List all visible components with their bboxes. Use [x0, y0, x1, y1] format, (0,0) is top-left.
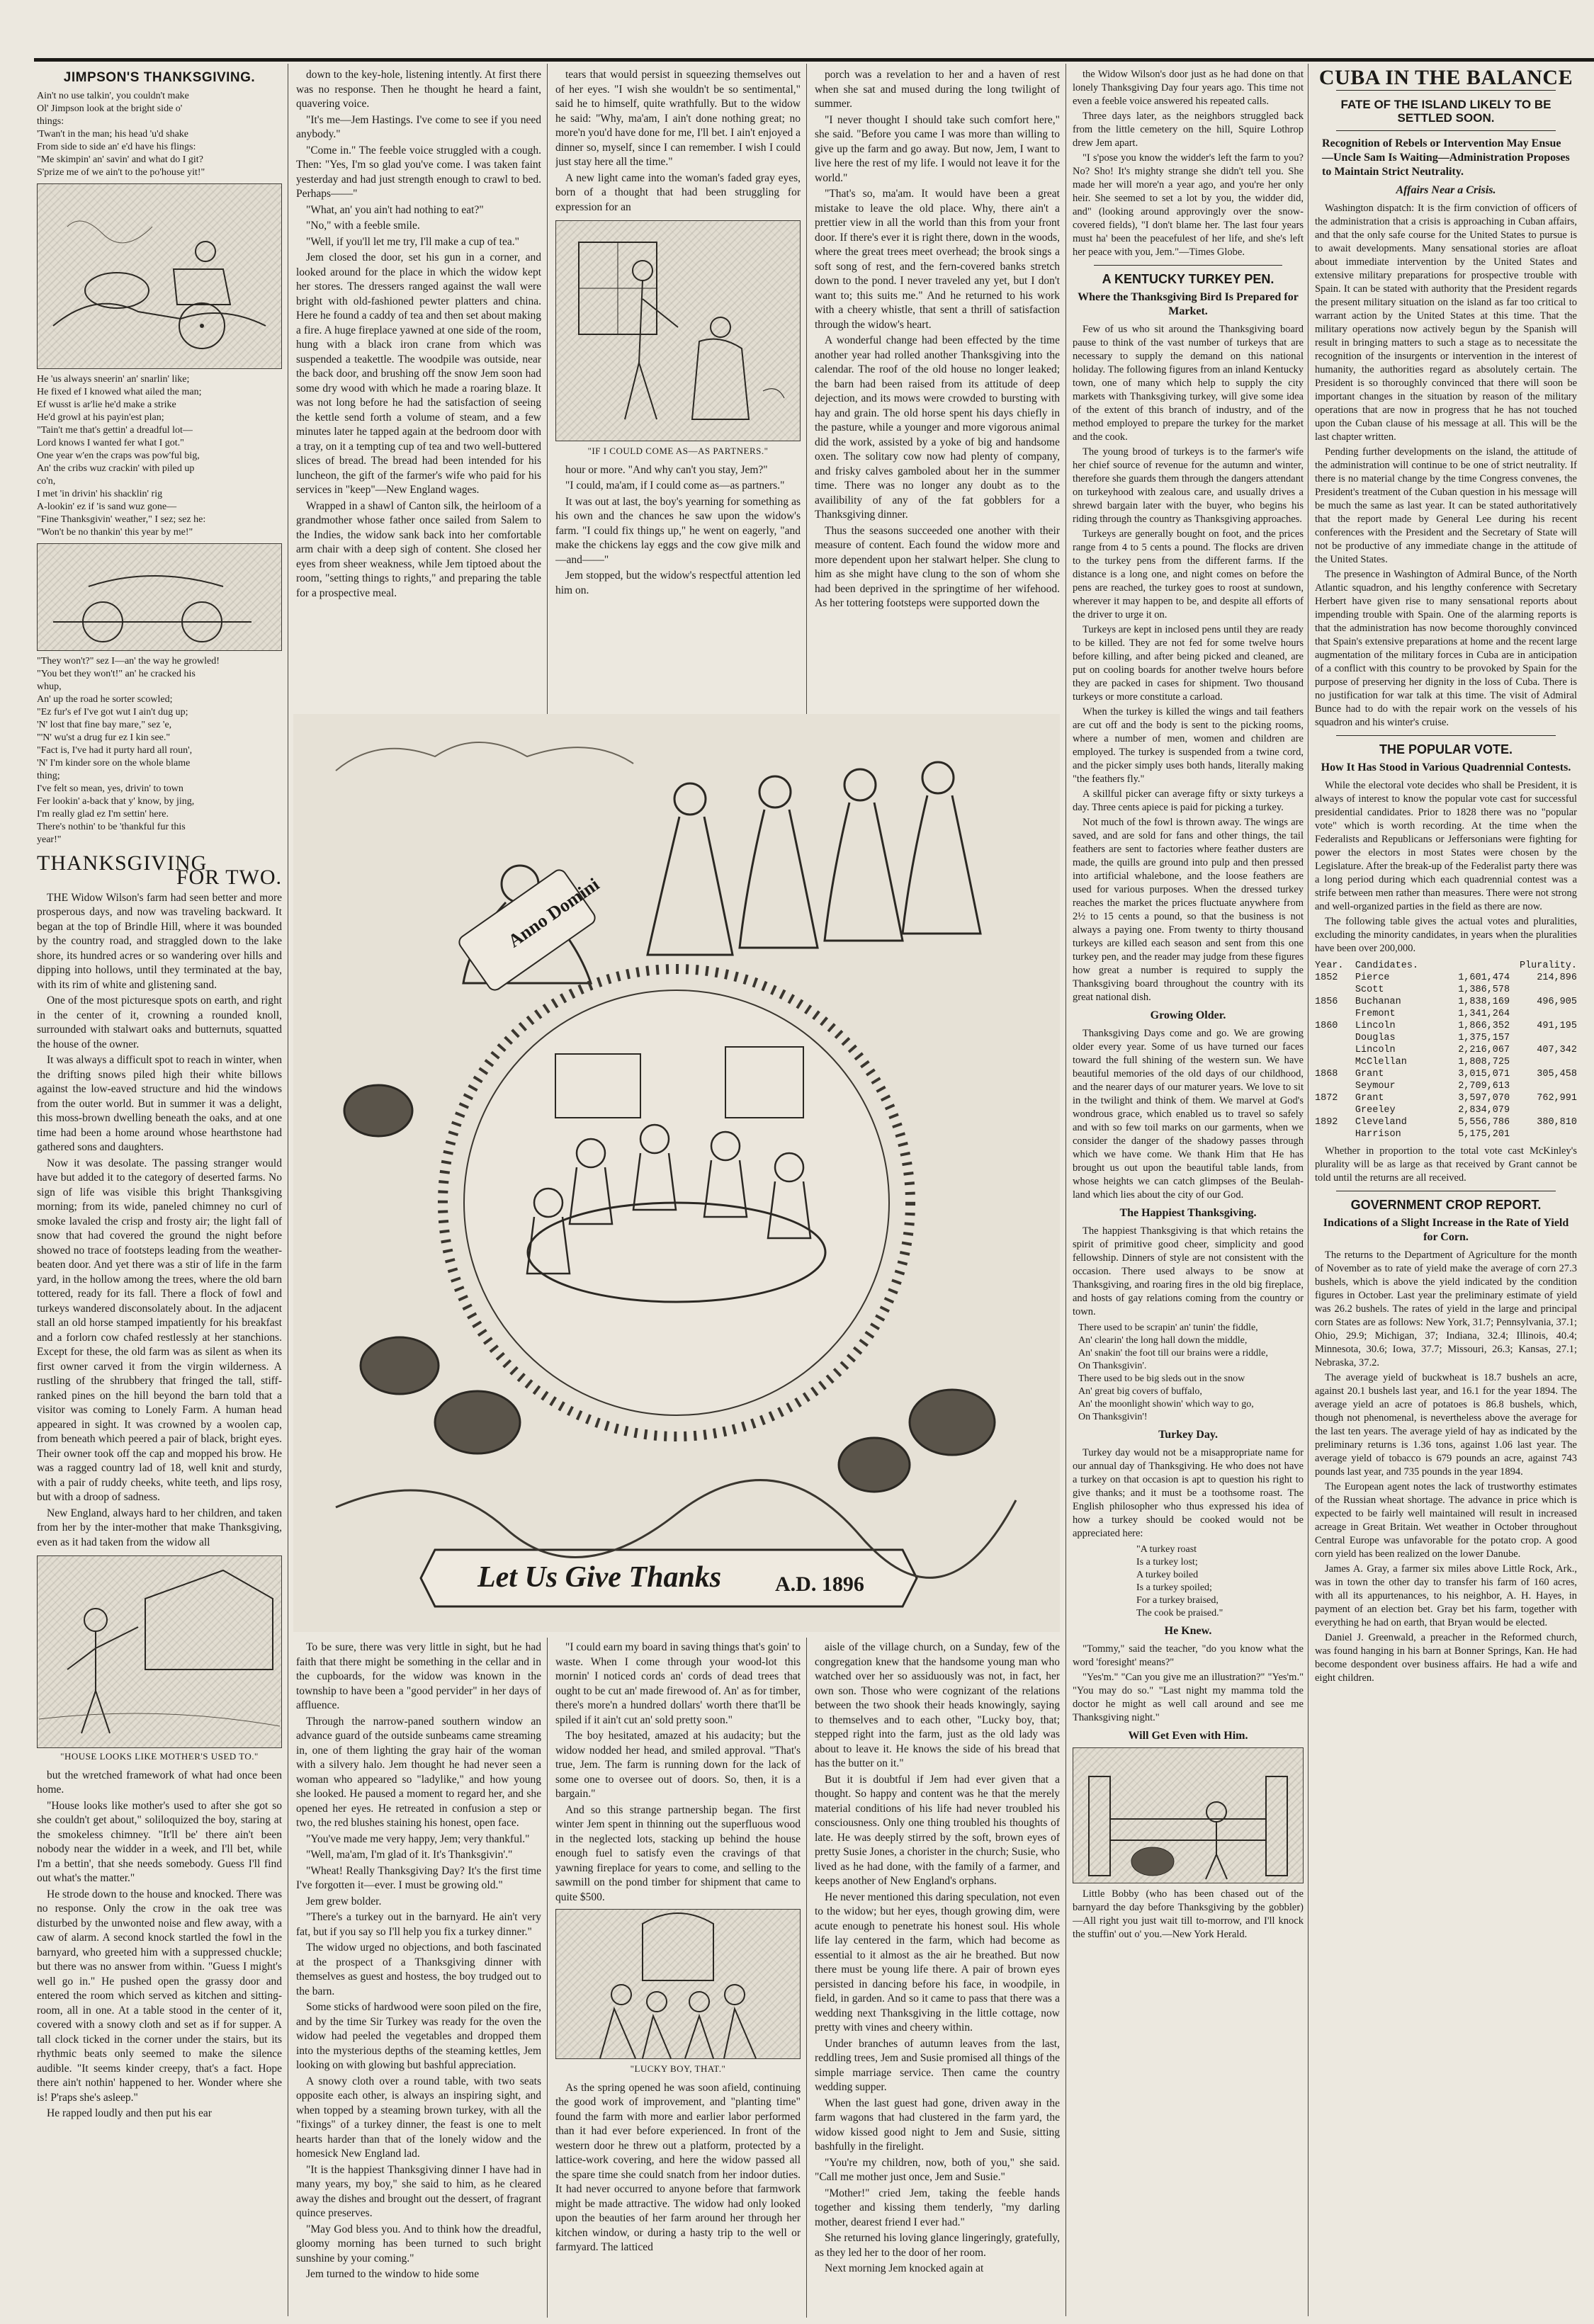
poem-line: An' the cribs wuz crackin' with piled up: [37, 463, 195, 474]
turkey-day-poem: [1136, 1543, 1304, 1620]
section-rule: [1336, 90, 1556, 91]
poem-line: Fer lookin' a-back that y' know, by jing,: [37, 795, 195, 807]
table-cell: Plurality.: [1519, 960, 1577, 971]
paragraph: "It's me—Jem Hastings. I've come to see if you need anybody.": [296, 113, 541, 140]
poem-line: There used to be scrapin' an' tunin' the fiddle,: [1078, 1322, 1258, 1333]
happiest-thanksgiving-title: The Happiest Thanksgiving.: [1119, 1207, 1257, 1219]
poem-line: There's nothin' to be 'thankful fur this: [37, 821, 186, 832]
story-body: [555, 1640, 801, 1905]
paragraph: One of the most picturesque spots on earth, and right in the center of it, crowning a rounded knoll, surrounded with stalwart oaks and butternuts, squatted the house of the owner.: [37, 994, 282, 1050]
paragraph: The presence in Washington of Admiral Bunce, of the North Atlantic squadron, and his lengthy conference with Secretary Herbert have given rise to many sensational reports about impending trouble with Spain. One of the alarming reports is that the administration has now become thoroughly convinced that Spain's extensive preparations at home and the recent large augmentation of the military forces in Cuba are in anticipation of a conflict with this country to be provoked by Spain for the purpose of preserving her dignity in the loss of Cuba. There is no justification for war talk at this time. The visit of Admiral Bunce had to do with the repair work on the vessels of his squadron and his winter's cruise.: [1315, 569, 1577, 728]
paragraph: "I never thought I should take such comfort here," she said. "Before you came I was more than willing to give up the farm and go away. But now, Jem, I want to live here the rest of my life. I would not leave it for the world.": [815, 113, 1060, 184]
boy-gobbler-drawing: [1073, 1748, 1303, 1883]
paragraph: She returned his loving glance lingeringly, gratefully, as they led her to the door of her room.: [815, 2232, 1060, 2259]
poem-line: He'd growl at his payin'est plan;: [37, 412, 164, 423]
poem-line: S'prize me of we ain't to the po'house yit!": [37, 166, 205, 178]
table-cell: Lincoln: [1355, 1045, 1396, 1055]
poem-stanza: [37, 655, 282, 846]
poem-line: A turkey boiled: [1136, 1570, 1199, 1580]
story-body-continued: [37, 1769, 282, 2121]
paragraph: aisle of the village church, on a Sunday, few of the congregation knew that the handsome young man who watched over her so assiduously was not, in fact, her own son. Those who were cognizant of the relations between the two shook their heads knowingly, saying to themselves and to each other, "Lucky boy, that; stepped right into the farm, just as the old lady was about to leave it. He knows the side of his bread that has the butter on it.": [815, 1641, 1060, 1769]
table-cell: [1510, 1008, 1577, 1020]
paragraph: But it is doubtful if Jem had ever given that a thought. So happy and content was he that the merely material conditions of his life had never troubled his consciousness. Only one thing troubled his thoughts of late. He was deeply stirred by the soft, brown eyes of pretty Susie Jones, a chorister in the church; Susie, who lived as he had done, with the family of a farmer, and keeps another of New England's orphans.: [815, 1773, 1060, 1887]
table-cell: Lincoln: [1355, 1021, 1396, 1031]
table-cell: [1315, 1008, 1355, 1020]
table-row: [1315, 1116, 1577, 1128]
paragraph: And so this strange partnership began. The first winter Jem spent in thinning out the superfluous wood in the neglected lots, stacking up behind the house enough fuel to satisfy even the cravings of that yawning fireplace for years to come, and selling to the sawmill on the pond timber for shipment that came to quite $500.: [555, 1803, 801, 1903]
paragraph: Turkeys are generally bought on foot, and the prices range from 4 to 5 cents a pound. The flocks are driven to the turkey pens from the different farms. If the distance is a long one, and night comes on before the pens are reached, the turkey goes to roost at sundown, wherever it may happen to be, and despite all efforts of the driver to urge it on.: [1073, 528, 1304, 620]
table-cell: 1860: [1315, 1021, 1338, 1031]
popular-vote-after: [1315, 1145, 1577, 1185]
turkey-day-body: [1073, 1446, 1304, 1541]
paragraph: hour or more. "And why can't you stay, Jem?": [565, 463, 768, 476]
paragraph: "I could earn my board in saving things that's goin' to waste. When I come through your wood-lot this mornin' I noticed cords an' cords of dead trees that ought to be cut an' made firewood of. An' as for timber, there's more'n a hundred dollars' worth there that'll be spiled if it ain't cut an' sold pretty soon.": [555, 1641, 801, 1726]
story-body-continued: [555, 2081, 801, 2255]
paragraph: It was out at last, the boy's yearning for something as his own and the chances he saw upon the widow's farm. "I could fix things up," he went on eagerly, "and make the chickens lay eggs and the cow give milk and—and——": [555, 495, 801, 566]
poem-line: An' the moonlight showin' which way to go,: [1078, 1399, 1254, 1410]
paragraph: "Mother!" cried Jem, taking the feeble hands together and kissing them tenderly, "my darling mother, dearest friend I ever had.": [815, 2187, 1060, 2228]
crop-report-body: [1315, 1249, 1577, 1685]
paragraph: He never mentioned this daring speculation, not even to the widow; but her eyes, though growing dim, were acute enough to penetrate his honest soul. His whole life lay centered in the farm, which had become as essential to it almost as the air he breathed. But now there must be young life there. A pair of brown eyes persisted in dancing before his face, in woodpile, in field, in garden. And so it came to pass that there was a wedding next Thanksgiving in the little cottage, now pretty with vines and cheery within.: [815, 1891, 1060, 2034]
paragraph: "Come in." The feeble voice struggled with a cough. Then: "Yes, I'm so glad you've come. I was taken faint yesterday and had just strength enough to crawl to bed. Perhaps——": [296, 144, 541, 200]
poem-line: I met 'in drivin' his shacklin' rig: [37, 488, 163, 499]
paragraph: The European agent notes the lack of trustworthy estimates of the Russian wheat shortage. The advance in price which is expected to be fairly well maintained will result in increased acreage in Great Britain. Wet weather in October throughout Central Europe was unfavorable for the potato crop. A good corn yield has been realized on the lower Danube.: [1315, 1481, 1577, 1560]
popular-vote-title: THE POPULAR VOTE.: [1379, 742, 1513, 756]
table-row: [1315, 1008, 1577, 1020]
illustration-boy-house: [37, 1555, 282, 1748]
column-3-upper: [555, 68, 801, 720]
column-rule: [806, 1638, 807, 2318]
table-cell: Fremont: [1355, 1009, 1396, 1019]
column-rule: [806, 64, 807, 737]
table-row: [1315, 1020, 1577, 1032]
poem-line: 'N' I'm kinder sore on the whole blame: [37, 757, 191, 769]
story-body: [296, 1640, 541, 2282]
table-cell: Greeley: [1355, 1105, 1396, 1116]
paragraph: Through the narrow-paned southern window an advance guard of the outside sunbeams came streaming in, one of them lighting the gray hair of the woman with a silvery halo. Jem thought he had never seen a woman who appeared so "ladylike," and how young she looked. He paused a moment to regard her, and she opened her eyes. He retreated in confusion a step or two, the red blushes staining his honest, open face.: [296, 1715, 541, 1829]
poem-line: thing;: [37, 770, 60, 781]
thanksgiving-center-illustration: [293, 714, 1060, 1632]
section-rule: [1336, 735, 1556, 736]
popular-vote-body: [1315, 779, 1577, 956]
poem-line: One year w'en the craps was pow'ful big,: [37, 450, 200, 461]
poem-line: An' clearin' the long hall down the middle,: [1078, 1335, 1248, 1346]
paragraph: Now it was desolate. The passing stranger would have but added it to the category of deserted farms. No sign of life was visible this bright Thanksgiving morning; from its wide, paneled chimney no curl of smoke lavaled the crisp and frosty air; the light fall of snow that had covered the ground the night before showed no trace of footsteps leading from the weather-beaten door. And yet there was a stir of life in the farm yard, in the hollow among the trees, where the old barn tottered, ready for its fall. There a flock of fowl and turkeys wandered disconsolately about. In the adjacent stall an old horse stamped impatiently for his breakfast and a forlorn cow chafed restlessly at her stanchions. Except for these, the old farm was as silent as when its first owner carved it from the virgin wilderness. A rustling of the shrubbery that fringed the tall, stiff-ranked pines on the hill beyond the barn told that a visitor was coming to Lonely Farm. A human head appeared in sight. It was crowned by a woolen cap, from beneath which peered a pair of black, bright eyes. Their owner took off the cap and mopped his brow. He was a ragged country lad of 18, well knit and sturdy, with a pair of ruddy cheeks, white teeth, and lips rosy, but with a droop of sadness.: [37, 1157, 282, 1503]
table-cell: 1,375,157: [1458, 1033, 1510, 1043]
paragraph: A wonderful change had been effected by the time another year had rolled another Thanksgiving into the calendar. The roof of the old house no longer leaked; the barn had been raised from its attitude of deep dejection, and its mows were crowded to bursting with hay and grain. The old horse spent his days chiefly in the pasture, while a younger and more vigorous animal did the work, assisted by a yoke of big and handsome oxen. The solitary cow now had plenty of company, and frisky calves gamboled about her in the summer time. There was no longer any doubt as to the availibility of any of the fat gobblers for a Thanksgiving dinner.: [815, 334, 1060, 521]
table-cell: 491,195: [1537, 1021, 1577, 1031]
table-cell: Seymour: [1355, 1081, 1396, 1092]
illustration-horse-buggy: [37, 183, 282, 369]
poem-line: There used to be big sleds out in the snow: [1078, 1373, 1245, 1384]
poem-line: "Tain't me that's gettin' a dreadful lot—: [37, 424, 193, 436]
paragraph: tears that would persist in squeezing themselves out of her eyes. "I wish she wouldn't be so sentimental," said he to himself, quite wrathfully. But to the widow he said: "Why, ma'am, I ain't done nothing great; no more'n you'd have done for me, I'll bet. I ain't enjoyed a dinner so, myself, since I can remember. I wish I could just stay here all the time.": [555, 69, 801, 168]
cuba-deck: Recognition of Rebels or Intervention May Ensue—Uncle Sam Is Waiting—Administration Proposes to Maintain Strict Neutrality.: [1322, 137, 1570, 178]
poem-line: "A turkey roast: [1136, 1544, 1197, 1555]
paragraph: "Wheat! Really Thanksgiving Day? It's the first time I've forgotten it—ever. I must be growing old.": [296, 1864, 541, 1891]
paragraph: "There's a turkey out in the barnyard. He ain't very fat, but if you say so I'll help you fix a turkey dinner.": [296, 1911, 541, 1938]
table-cell: Buchanan: [1355, 997, 1401, 1007]
paragraph: Jem stopped, but the widow's respectful attention led him on.: [555, 569, 801, 596]
paragraph: A snowy cloth over a round table, with two seats opposite each other, is always an inspiring sight, and when topped by a steaming brown turkey, with all the "fixings" of a turkey dinner, the feast is one to melt hearts harder than that of the lonely widow and the homesick New England lad.: [296, 2075, 541, 2160]
table-cell: 1856: [1315, 997, 1338, 1007]
table-cell: 305,458: [1537, 1069, 1577, 1079]
table-cell: 762,991: [1537, 1093, 1577, 1104]
boy-house-drawing: [38, 1556, 281, 1747]
table-cell: Scott: [1355, 985, 1384, 995]
poem-line: On Thanksgivin'.: [1078, 1361, 1147, 1371]
paragraph: Turkeys are kept in inclosed pens until they are ready to be killed. They are not fed for some twelve hours before killing, and after being picked and cleaned, are put on cooling boards for another twelve hours before they are packed in cases for shipment. Two thousand turkeys or more constitute a carload.: [1073, 624, 1304, 703]
table-cell: Year.: [1315, 960, 1344, 971]
paragraph: It was always a difficult spot to reach in winter, when the drifting snows piled high their white billows against the low-eaved structure and hid the windows from the outer world. But in summer it was a delight, this moss-brown dwelling beneath the oaks, and at one time had been a home around whose hearthstone had gathered sons and daughters.: [37, 1054, 282, 1153]
poem-stanza: [37, 373, 282, 539]
column-4-upper: [815, 68, 1060, 720]
table-row: [1315, 1104, 1577, 1116]
table-cell: [1436, 960, 1510, 972]
paragraph: Whether in proportion to the total vote cast McKinley's plurality will be as large as that received by Grant cannot be told until the returns are all received.: [1315, 1145, 1577, 1184]
column-2-lower: [296, 1640, 541, 2318]
poem-line: "'N' wu'st a drug fur ez I kin see.": [37, 732, 171, 743]
paragraph: Thus the seasons succeeded one another with their measure of content. Each found the widow more and more dependent upon her stalwart helper. She clung to him as she might have clung to the son of whom she had been deprived in the springtime of her wifehood. As her tottering footsteps were supported down the: [815, 524, 1060, 609]
paragraph: He strode down to the house and knocked. There was no response. Only the crow in the oak tree was disturbed by the unwonted noise and flew away, with a caw of alarm. A second knock startled the fowl in the barnyard, who greeted him with a suppressed chuckle; but there was no answer from within. "Guess I might's well go in." He pushed open the grassy door and entered the room which served as kitchen and sitting-room, all in one. At a table stood in the center of it, covered with a snowy cloth and set as if for supper. A tall clock ticked in the corner under the stairs, but its rhythmic beats only seemed to make the silence audible. "It seems kinder creepy, that's a fact. Hope there ain't nothin' happened to her. Wonder where she is! P'raps she's asleep.": [37, 1888, 282, 2104]
table-cell: 1,808,725: [1458, 1057, 1510, 1067]
poem-line: An' up the road he sorter scowled;: [37, 693, 173, 705]
crop-report-title: GOVERNMENT CROP REPORT.: [1350, 1198, 1542, 1212]
table-cell: 3,597,070: [1458, 1093, 1510, 1104]
column-rule: [547, 64, 548, 737]
paragraph: THE Widow Wilson's farm had seen better and more prosperous days, and now was traveling backward. It began at the top of Brindle Hill, where it was bounded by the country road, and straggled down to the lake shore, its hundred acres or so wandering over hills and dipping into hollows, until they terminated at the bay, with its rim of white and glistening sand.: [37, 891, 282, 991]
column-4-lower: [815, 1640, 1060, 2318]
poem-line: Ain't no use talkin', you couldn't make: [37, 90, 189, 101]
paragraph: Next morning Jem knocked again at: [825, 2262, 984, 2274]
table-cell: [1315, 1080, 1355, 1092]
table-cell: [1315, 1044, 1355, 1056]
turkey-pen-subtitle: Where the Thanksgiving Bird Is Prepared for Market.: [1078, 291, 1299, 317]
poem-line: For a turkey braised,: [1136, 1595, 1219, 1606]
paragraph: A skillful picker can average fifty or sixty turkeys a day. Three cents apiece is paid for picking a turkey.: [1073, 788, 1304, 813]
paragraph: Daniel J. Greenwald, a preacher in the Reformed church, was found hanging in his barn at Bonner Springs, Kan. He had become despondent over business affairs. He had a wife and eight children.: [1315, 1632, 1577, 1684]
poem-line: On Thanksgivin'!: [1078, 1412, 1148, 1422]
paragraph: Not much of the fowl is thrown away. The wings are saved, and are sold for fans and other things, the tail feathers are sent to factories where feather dusters are made, the quills are ground into pulp and then pressed into artificial whalebone, and the loose feathers are used for various purposes. When the dressed turkey reaches the market the prices fluctuate anywhere from 2½ to 15 cents a pound, so that the business is not always a paying one. From twenty to thirty thousand turkeys are killed each season and sent from this one turkey pen, and the reader may judge from these figures how great a number is required to supply the Thanksgiving board throughout the country with its great national dish.: [1073, 817, 1304, 1003]
paragraph: The young brood of turkeys is to the farmer's wife her chief source of revenue for the autumn and winter, therefore she guards them through the dangers attendant on turkeyhood with zealous care, and usually drives a shrewd bargain later with the buyer, who begins his riding through the country as Thanksgiving approaches.: [1073, 446, 1304, 525]
table-cell: [1510, 1080, 1577, 1092]
table-header: [1315, 960, 1577, 972]
table-cell: [1315, 1104, 1355, 1116]
story-title-line-1: THANKSGIVING: [37, 851, 208, 875]
column-3-lower: [555, 1640, 801, 2318]
masthead-rule: [34, 58, 1594, 62]
paragraph: "Well, if you'll let me try, I'll make a cup of tea.": [306, 235, 519, 248]
poem-line: Is a turkey lost;: [1136, 1557, 1198, 1568]
he-knew-body: [1073, 1643, 1304, 1725]
poem-line: I'm really glad ez I'm settin' here.: [37, 808, 169, 820]
thanksgiving-feast-drawing: [293, 714, 1060, 1632]
get-even-body: [1073, 1888, 1304, 1942]
poem-line: "They won't?" sez I—an' the way he growled!: [37, 655, 220, 667]
cuba-body: [1315, 202, 1577, 730]
table-cell: 5,175,201: [1458, 1129, 1510, 1140]
table-cell: 2,216,067: [1458, 1045, 1510, 1055]
table-cell: [1510, 1128, 1577, 1140]
table-cell: Harrison: [1355, 1129, 1401, 1140]
table-cell: 1872: [1315, 1093, 1338, 1104]
table-cell: Cleveland: [1355, 1117, 1407, 1128]
poem-line: Lord knows I wanted fer what I got.": [37, 437, 184, 448]
paragraph: Some sticks of hardwood were soon piled on the fire, and by the time Sir Turkey was ready for the oven the widow had peeled the vegetables and dropped them into the mysterious depths of the steaming kettles, Jem looking on with glowing but bashful appreciation.: [296, 2001, 541, 2071]
poem-line: "Won't be no thankin' this year by me!": [37, 526, 193, 538]
table-cell: 1868: [1315, 1069, 1338, 1079]
story-body: [1073, 68, 1304, 259]
poem-line: "Fact is, I've had it purty hard all roun',: [37, 744, 193, 756]
illustration-partners: [555, 220, 801, 441]
table-cell: 1,866,352: [1458, 1021, 1510, 1031]
crisis-head: Affairs Near a Crisis.: [1396, 184, 1496, 196]
illustration-church: [555, 1909, 801, 2059]
paragraph: While the electoral vote decides who shall be President, it is always of interest to know the popular vote cast for successful presidential candidates. Prior to 1828 there was no "popular vote" which is worth recording. At the time when the Federalists and Republicans or Jeffersonians were fighting for power the electors in most States were chosen by the Legislature. After the break-up of the Federalist party there was a long period during which each quadrennial contest was a strife between men rather than measures. There were not strong and well-organized parties in the field as there are now.: [1315, 780, 1577, 912]
table-row: [1315, 996, 1577, 1008]
happiest-thanksgiving-poem: [1078, 1322, 1304, 1424]
table-cell: 407,342: [1537, 1045, 1577, 1055]
table-row: [1315, 1032, 1577, 1044]
paragraph: Washington dispatch: It is the firm conviction of officers of the administration that a crisis is approaching in Cuban affairs, and that the only safe course for the United States to pursue is to await developments. Many sensational stories are afloat about immediate intervention by the United States and extensive military preparations for prospective trouble with Spain. It can be stated with authority that the President regards the present military situation on the island as far too critical to warrant action by the United States at this time. That the military operations now actively begun by the Spanish will result in bringing matters to such a stage as to necessitate the recognition of the insurgents or intervention in the interest of humanity, the authorities regard as absolutely certain. The President is so thoroughly convinced that there will soon be important changes in the situation by reason of the military operations that are now in progress that he has not touched upon the Cuban clause of his message at all. This will be the last chapter written.: [1315, 203, 1577, 443]
cuba-title: CUBA IN THE BALANCE: [1318, 68, 1573, 89]
growing-older-body: [1073, 1027, 1304, 1202]
growing-older-title: Growing Older.: [1150, 1009, 1226, 1021]
poem-line: whup,: [37, 681, 62, 692]
story-body: [815, 1640, 1060, 2277]
banner-text: Let Us Give Thanks: [477, 1561, 722, 1594]
paragraph: Thanksgiving Days come and go. We are growing older every year. Some of us have turned our faces toward the full shining of the western sun. We have beautiful memories of the old days of our childhood, and the nearer days of our maturer years. We love to sit in the twilight and think of them. We marvel at God's wondrous grace, which enabled us to travel so safely and with so few toil marks on our garments, when we consider the danger of the shadowy passes through which we have come. We thank Him that He has brought us out upon the beautiful table lands, from whose heights we can catch glimpses of the Beulah-land which lies about the city of our God.: [1073, 1028, 1304, 1201]
column-5: [1073, 68, 1304, 2320]
illustration-farmer-wagon: [37, 543, 282, 651]
poem-line: 'Twan't in the man; his head 'u'd shake: [37, 128, 189, 140]
table-cell: 214,896: [1537, 973, 1577, 983]
story-body: [296, 68, 541, 601]
paragraph: The boy hesitated, amazed at his audacity; but the widow nodded her head, and smiled approval. "That's true, Jem. The farm is running down for the lack of some one to oversee out of doors. So, then, it is a bargain.": [555, 1730, 801, 1800]
paragraph: but the wretched framework of what had once been home.: [37, 1769, 282, 1796]
scroll-text: Anno Domini: [504, 873, 604, 952]
table-cell: [1510, 1032, 1577, 1044]
popular-vote-table: [1315, 960, 1577, 1140]
paragraph: The widow urged no objections, and both fascinated at the prospect of a Thanksgiving dinner with themselves as guest and hostess, the boy trudged out to the barn.: [296, 1942, 541, 1997]
get-even-title: Will Get Even with Him.: [1128, 1730, 1248, 1742]
paragraph: Under branches of autumn leaves from the last, reddling trees, Jem and Susie promised all things of the simple marriage service. Then came the country wedding supper.: [815, 2037, 1060, 2093]
banner-year: A.D. 1896: [775, 1572, 864, 1596]
poem-line: The cook be praised.": [1136, 1608, 1223, 1619]
turkey-day-title: Turkey Day.: [1158, 1429, 1218, 1441]
partners-caption: "IF I COULD COME AS—AS PARTNERS.": [587, 446, 769, 456]
paragraph: porch was a revelation to her and a haven of rest when she sat and mused during the long twilight of summer.: [815, 69, 1060, 110]
story-title-line-2: FOR TWO.: [176, 866, 282, 889]
poem-line: co'n,: [37, 475, 56, 487]
turkey-pen-body: [1073, 323, 1304, 1004]
paragraph: Pending further developments on the island, the attitude of the administration will continue to be one of strict neutrality. If there is no material change by the time Congress convenes, the President's treatment of the Cuban question in his message will be much the same as last year. It can be stated authoritatively that the report made by General Lee during his recent conferences with the President and the Secretary of State will not be productive of any immediate change in the attitude of the United States.: [1315, 446, 1577, 565]
poem-line: An' snakin' the foot till our brains were a riddle,: [1078, 1348, 1268, 1359]
paragraph: "No," with a feeble smile.: [306, 220, 420, 232]
paragraph: James A. Gray, a farmer six miles above Little Rock, Ark., was in town the other day to transfer his farm of 160 acres, with all its appurtenances, to his neighbor, A. H. Hayes, in payment of an election bet. Gray bet his farm, together with everything he had on earth, that Bryan would be elected.: [1315, 1563, 1577, 1628]
table-cell: 380,810: [1537, 1117, 1577, 1128]
paragraph: Jem closed the door, set his gun in a corner, and looked around for the place in which the widow kept her stores. The dressers ranged against the wall were bright with old-fashioned pewter platters and china. Here he found a caddy of tea and then set about making a fire. A huge fireplace yawned at one side of the room, hung with a black iron crane from which was suspended a teakettle. The woodpile was outside, near the back door, and brushing off the snow Jem soon had some dry wood with which he made a roaring blaze. It was not long before he had the satisfaction of seeing the kettle send forth a volume of steam, and a few minutes later he tapped again at the bedroom door with a tray, on it a tempting cup of tea and two well-buttered slices of bread. The bread had been intended for his luncheon, the gift of the farmer's wife who paid for his services in "keep"—New England wages.: [296, 251, 541, 496]
poem-line: Ol' Jimpson look at the bright side o': [37, 103, 183, 114]
popular-vote-subtitle: How It Has Stood in Various Quadrennial Contests.: [1321, 761, 1571, 773]
farmer-wagon-drawing: [38, 544, 281, 650]
poem-line: "Fine Thanksgivin' weather," I sez; sez he:: [37, 514, 206, 525]
section-rule: [1336, 130, 1556, 131]
paragraph: "May God bless you. And to think how the dreadful, gloomy morning has been turned to such bright sunshine by your coming.": [296, 2223, 541, 2265]
happiest-thanksgiving-body: [1073, 1225, 1304, 1319]
paragraph: Jem grew bolder.: [306, 1895, 382, 1908]
table-cell: 1,601,474: [1458, 973, 1510, 983]
table-cell: [1315, 1128, 1355, 1140]
table-cell: Candidates.: [1355, 960, 1419, 971]
poem-line: He fixed ef I knowed what ailed the man;: [37, 386, 202, 397]
section-rule: [1094, 265, 1282, 266]
poem-line: He 'us always sneerin' an' snarlin' like;: [37, 373, 190, 385]
table-cell: 496,905: [1537, 997, 1577, 1007]
table-cell: [1510, 1056, 1577, 1068]
turkey-pen-title: A KENTUCKY TURKEY PEN.: [1102, 272, 1274, 286]
poem-line: An' great big covers of buffalo,: [1078, 1386, 1202, 1397]
paragraph: Jem turned to the window to hide some: [306, 2268, 480, 2280]
table-cell: 2,834,079: [1458, 1105, 1510, 1116]
table-cell: 1892: [1315, 1117, 1338, 1128]
table-row: [1315, 984, 1577, 996]
table-row: [1315, 1056, 1577, 1068]
poem-line: things:: [37, 115, 64, 127]
paragraph: A new light came into the woman's faded gray eyes, born of a thought that had been struggling for expression for an: [555, 171, 801, 213]
table-cell: 2,709,613: [1458, 1081, 1510, 1092]
poem-line: 'N' lost that fine bay mare," sez 'e,: [37, 719, 172, 730]
paragraph: The happiest Thanksgiving is that which retains the spirit of primitive good cheer, simplicity and good fellowship. Dinners of style are not consistent with the occasion. There used always to be snow at Thanksgiving, and roaring fires in the old big fireplace, and hosts of gay relations coming from the country or town.: [1073, 1225, 1304, 1317]
story-body: [37, 891, 282, 1551]
illustration-boy-gobbler: [1073, 1747, 1304, 1883]
cuba-subtitle: FATE OF THE ISLAND LIKELY TO BE SETTLED SOON.: [1340, 98, 1551, 125]
poem-title: JIMPSON'S THANKSGIVING.: [63, 70, 256, 85]
table-cell: 3,015,071: [1458, 1069, 1510, 1079]
table-row: [1315, 1044, 1577, 1056]
paragraph: Few of us who sit around the Thanksgiving board pause to think of the vast number of turkeys that are necessary to supply the demand on this national holiday. The following figures from an inland Kentucky town, one of many which help to supply the city markets with Thanksgiving turkey, will give some idea of the extent of this branch of industry, and of the method employed to prepare the turkey for the market and the cook.: [1073, 324, 1304, 443]
paragraph: Wrapped in a shawl of Canton silk, the heirloom of a grandmother whose father once sailed from Salem to the Indies, the widow sank back into her comfortable arm chair with a deep sigh of content. She closed her eyes from sheer weakness, while Jem tiptoed about the room, "setting things to rights," and preparing the table for a prospective meal.: [296, 499, 541, 599]
poem-line: A-lookin' ez if 'is sand wuz gone—: [37, 501, 177, 512]
paragraph: "Yes'm." "Can you give me an illustration?" "Yes'm." "You may do so." "Last night my mamma told the doctor he might as well call around and see me Thanksgiving night.": [1073, 1672, 1304, 1723]
paragraph: "Tommy," said the teacher, "do you know what the word 'foresight' means?": [1073, 1643, 1304, 1668]
poem-stanza: [37, 90, 282, 179]
paragraph: When the last guest had gone, driven away in the farm wagons that had clustered in the farm yard, the widow kissed good night to Jem and Susie, sitting bashfully in the firelight.: [815, 2097, 1060, 2153]
paragraph: The following table gives the actual votes and pluralities, excluding the minority candidates, in years when the pluralities have been over 200,000.: [1315, 916, 1577, 954]
paragraph: New England, always hard to her children, and taken from her by the inter-mother that make Thanksgiving, even as it had taken from the widow all: [37, 1507, 282, 1548]
paragraph: "What, an' you ain't had nothing to eat?": [306, 203, 484, 216]
table-cell: [1315, 1032, 1355, 1044]
poem-line: I've felt so mean, yes, drivin' to town: [37, 783, 183, 794]
paragraph: Turkey day would not be a misappropriate name for our annual day of Thanksgiving. He who does not have a turkey on that occasion is apt to question his right to give thanks; and it must be a toothsome roast. The English philosopher who thus expressed his idea of how a turkey should be cooked would not be appreciated here:: [1073, 1447, 1304, 1539]
paragraph: "I could, ma'am, if I could come as—as partners.": [565, 480, 785, 492]
paragraph: When the turkey is killed the wings and tail feathers are cut off and the body is sent to the picking rooms, where a number of men, women and children are employed. The turkey is suspended from a twine cord, and the picker simply uses both hands, literally making "the feathers fly.": [1073, 706, 1304, 785]
table-row: [1315, 1128, 1577, 1140]
crop-report-subtitle: Indications of a Slight Increase in the Rate of Yield for Corn.: [1323, 1217, 1569, 1243]
table-cell: [1510, 1104, 1577, 1116]
column-6: [1315, 68, 1577, 2320]
table-cell: 1,386,578: [1458, 985, 1510, 995]
table-cell: [1510, 984, 1577, 996]
table-cell: 1,341,264: [1458, 1009, 1510, 1019]
partners-drawing: [556, 221, 800, 441]
poem-line: year!": [37, 834, 62, 845]
table-cell: Douglas: [1355, 1033, 1396, 1043]
story-body-continued: [555, 463, 801, 599]
paragraph: the Widow Wilson's door just as he had done on that lonely Thanksgiving Day four years ago. This time not even a feeble voice answered his repeated calls.: [1073, 69, 1304, 107]
table-row: [1315, 1080, 1577, 1092]
poem-line: "Me skimpin' an' savin' and what do I git?: [37, 154, 203, 165]
column-1: [37, 68, 282, 2320]
paragraph: He rapped loudly and then put his ear: [47, 2107, 212, 2119]
column-2-upper: [296, 68, 541, 720]
table-cell: [1315, 984, 1355, 996]
table-cell: [1315, 1056, 1355, 1068]
paragraph: The average yield of buckwheat is 18.7 bushels an acre, against 20.1 bushels last year, and 16.1 for the year 1894. The average yield an acre of potatoes is 86.8 bushels, which, though not phenomenal, is nevertheless above the average for the last ten years. The average yield of hay as indicated by the preliminary returns is 1.36 tons, against 1.06 last year. The average yield of tobacco is 679 pounds an acre, against 743 pounds last year, and 735 pounds in the year 1894.: [1315, 1372, 1577, 1478]
table-cell: Pierce: [1355, 973, 1390, 983]
table-cell: Grant: [1355, 1093, 1384, 1104]
paragraph: "I s'pose you know the widder's left the farm to you? No? Sho! It's mighty strange she didn't tell you. She made her will more'n a year ago, and you're her only heir. She seemed to set a lot by you, the widder did, and" (looking around approvingly over the snow-covered fields), "I don't blame her. The last four years must ha' been the peacefulest of her life, and she's left her peace with you, Jem."—Times Globe.: [1073, 152, 1304, 258]
poem-line: From side to side an' e'd have his flings:: [37, 141, 196, 152]
paragraph: "You've made me very happy, Jem; very thankful.": [306, 1832, 530, 1845]
paragraph: Three days later, as the neighbors struggled back from the little cemetery on the hill, Squire Lothrop drew Jem apart.: [1073, 110, 1304, 149]
church-caption: "LUCKY BOY, THAT.": [630, 2063, 726, 2074]
table-cell: McClellan: [1355, 1057, 1407, 1067]
paragraph: As the spring opened he was soon afield, continuing the good work of improvement, and "planting time" found the farm with more and earlier labor performed than it had ever before experienced. In front of the western door he threw out a platform, protected by a lattice-work covering, and here the widow passed all the spare time she could snatch from her indoor duties. It had never occurred to anyone before that farmwork might be made attractive. The widow had only looked upon the beauties of her farm around her through her kitchen window, or during a hasty trip to the well or farmyard. The latticed: [555, 2081, 801, 2253]
paragraph: "That's so, ma'am. It would have been a great mistake to leave the old place. Why, there ain't a prettier view in all the world than this from your front door. If there's ever it is right there, down in the woods, where the great trees meet overhead; the brook sings a soft song of rest, and the fern-covered banks stretch down to the pond. I never traveled any yet, but I don't want to; this suits me." And he returned to his work with a cheery whistle, that sent a thrill of satisfaction through the widow's heart.: [815, 188, 1060, 331]
table-cell: 1852: [1315, 973, 1338, 983]
paragraph: "It is the happiest Thanksgiving dinner I have had in many years, my boy," she said to him, as he cleared away the dishes and brought out the dessert, of fragrant quince preserves.: [296, 2163, 541, 2219]
story-body: [815, 68, 1060, 611]
column-rule: [547, 1638, 548, 2318]
table-row: [1315, 972, 1577, 984]
horse-buggy-drawing: [38, 184, 281, 368]
paragraph: "Well, ma'am, I'm glad of it. It's Thanksgivin'.": [306, 1849, 513, 1861]
paragraph: down to the key-hole, listening intently. At first there was no response. Then he thought he heard a faint, quavering voice.: [296, 69, 541, 110]
poem-line: "You bet they won't!" an' he cracked his: [37, 668, 196, 679]
table-row: [1315, 1068, 1577, 1080]
table-cell: Grant: [1355, 1069, 1384, 1079]
story-body: [555, 68, 801, 215]
table-cell: 1,838,169: [1458, 997, 1510, 1007]
poem-line: Is a turkey spoiled;: [1136, 1582, 1212, 1593]
table-row: [1315, 1092, 1577, 1104]
poem-line: Ef wusst is ar'lie he'd make a strike: [37, 399, 176, 410]
poem-line: "Ez fur's ef I've got wut I ain't dug up;: [37, 706, 188, 718]
paragraph: "House looks like mother's used to after she got so she couldn't get about," soliloquized the boy, staring at the smokeless chimney. "It'll be' there ain't been nobody near the widder in a week, and I'll bet, while I'm a bettin', that she needs somebody. Guess I'll find out what's the matter.": [37, 1799, 282, 1884]
he-knew-title: He Knew.: [1164, 1625, 1212, 1637]
paragraph: "You're my children, now, both of you," she said. "Call me mother just once, Jem and Susie.": [815, 2156, 1060, 2183]
paragraph: To be sure, there was very little in sight, but he had faith that there might be something in the cellar and in the cupboards, for the widow was known in the township to have been a "good pervider" in her days of affluence.: [296, 1641, 541, 1711]
paragraph: Little Bobby (who has been chased out of the barnyard the day before Thanksgiving by the gobbler)—All right you just wait till to-morrow, and I'll knock the stuffin' out o' you.—New York Herald.: [1073, 1888, 1304, 1940]
church-drawing: [556, 1910, 800, 2058]
table-cell: 5,556,786: [1458, 1117, 1510, 1128]
paragraph: The returns to the Department of Agriculture for the month of November as to rate of yield make the average of corn 27.3 bushels, which is above the yield indicated by the condition figures in October. Last year the preliminary estimate of yield was 26.2 bushels. The rates of yield in the large and principal corn States are as follows: New York, 31.7; Pennsylvania, 37.1; Ohio, 29.9; Michigan, 37; Indiana, 32.4; Illinois, 40.4; Minnesota, 30.6; Iowa, 37.7; Missouri, 26.3; Kansas, 27.1; Nebraska, 37.2.: [1315, 1249, 1577, 1368]
house-illustration-caption: "HOUSE LOOKS LIKE MOTHER'S USED TO.": [60, 1751, 259, 1762]
